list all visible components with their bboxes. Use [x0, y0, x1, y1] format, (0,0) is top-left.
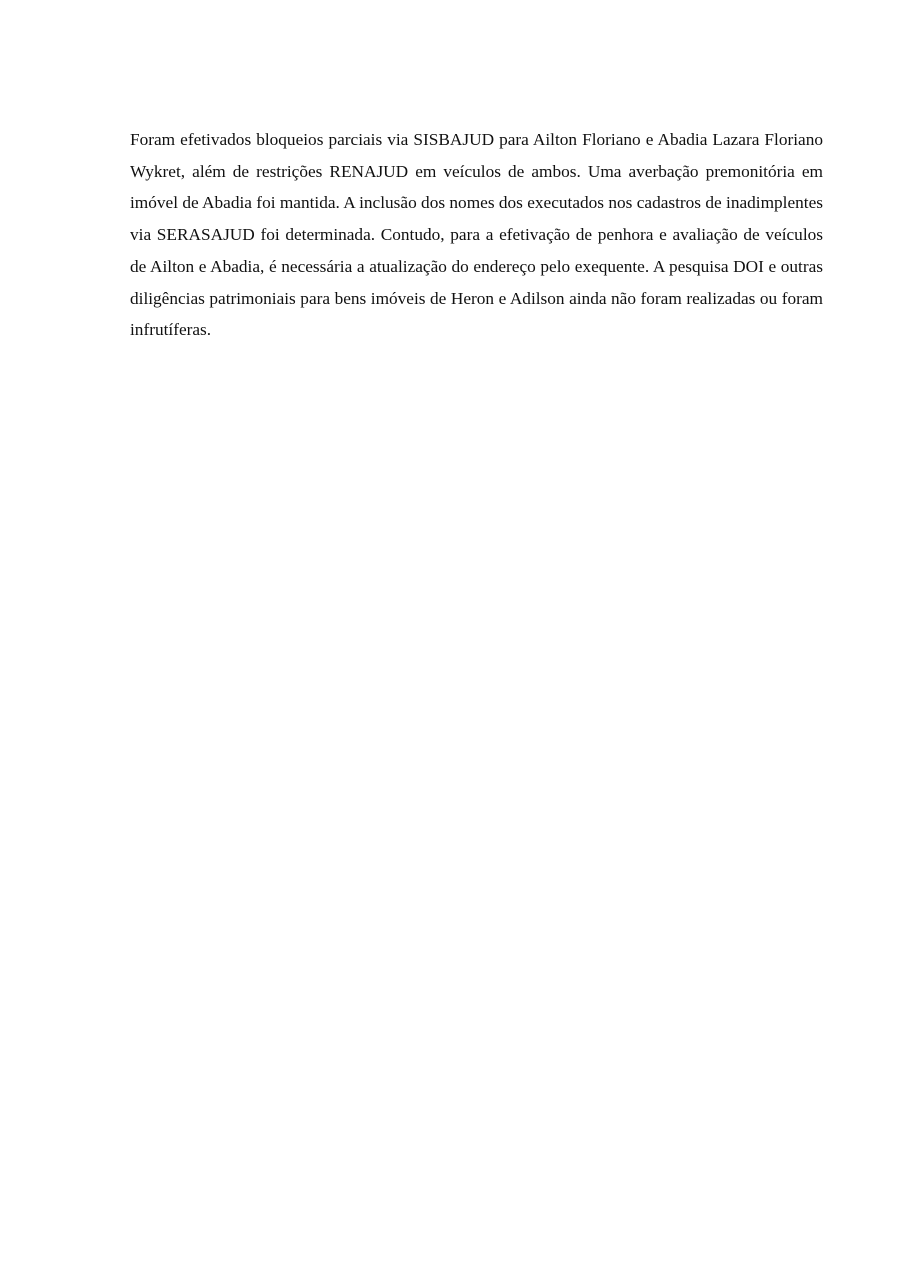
- body-paragraph: Foram efetivados bloqueios parciais via SISBAJUD para Ailton Floriano e Abadia Lazara Floriano Wykret, além de restrições RENAJUD em veículos de ambos. Uma averbação premonitória em imóvel de Abadia foi mantida. A inclusão dos nomes dos executados nos cadastros de inadimplentes via SERASAJUD foi determinada. Contudo, para a efetivação de penhora e avaliação de veículos de Ailton e Abadia, é necessária a atualização do endereço pelo exequente. A pesquisa DOI e outras diligências patrimoniais para bens imóveis de Heron e Adilson ainda não foram realizadas ou foram infrutíferas.: [130, 130, 823, 340]
